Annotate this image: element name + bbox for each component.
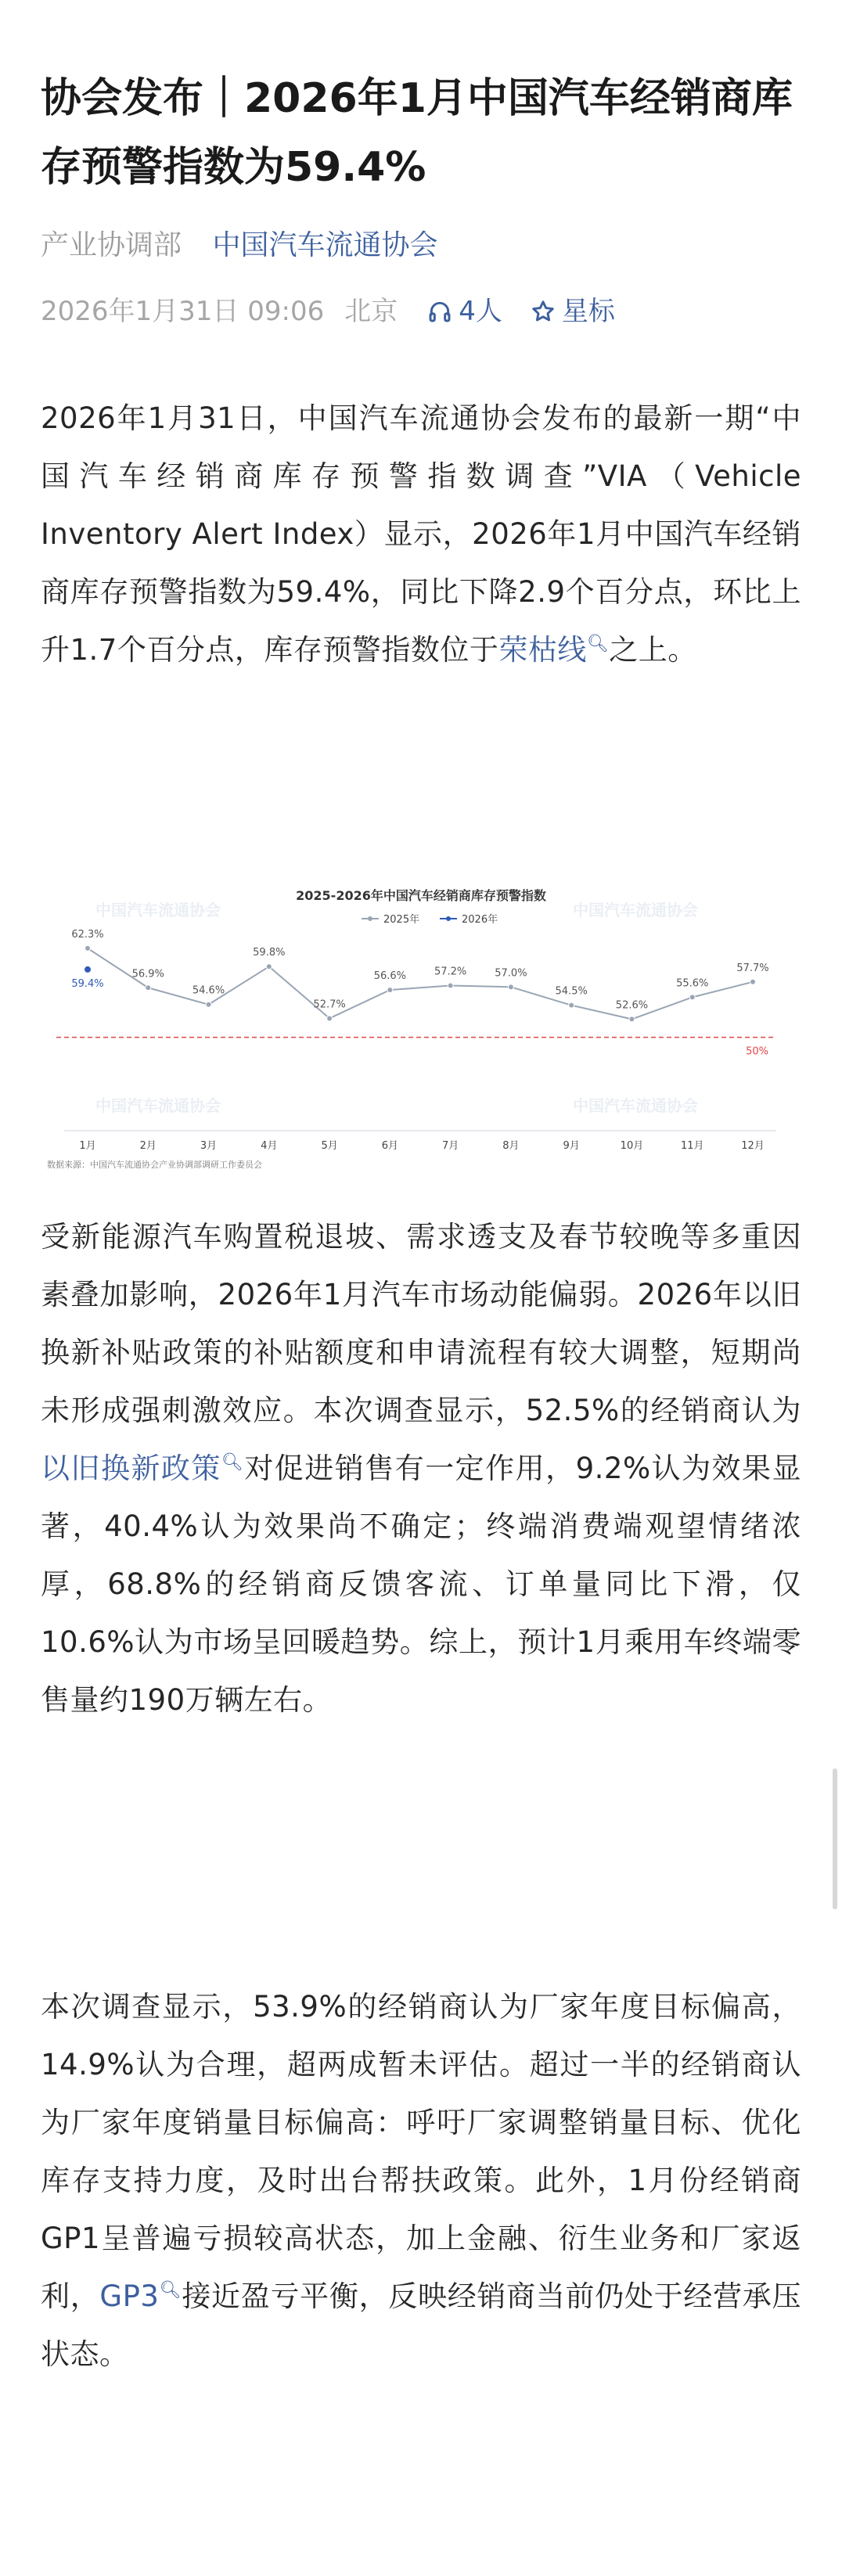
paragraph-3	[41, 1978, 801, 2384]
organization-link[interactable]: 中国汽车流通协会	[212, 229, 438, 261]
legend-marker	[368, 916, 372, 921]
x-tick-label: 5月	[321, 1140, 338, 1152]
data-point	[206, 1002, 211, 1007]
chart-legend	[362, 913, 498, 926]
data-label: 57.0%	[495, 967, 527, 980]
threshold-label: 50%	[746, 1045, 768, 1058]
link-text: 以旧换新政策	[41, 1452, 221, 1485]
watermark-text: 中国汽车流通协会	[95, 1096, 221, 1115]
search-icon: 🔍︎	[159, 2280, 182, 2301]
data-point	[146, 985, 151, 991]
paragraph-1	[41, 390, 801, 679]
data-point	[85, 966, 92, 973]
headphones-icon	[427, 299, 452, 324]
data-point	[689, 995, 695, 1000]
data-label: 57.2%	[434, 966, 467, 978]
star-bookmark-button[interactable]	[531, 290, 615, 333]
x-tick-label: 2月	[139, 1140, 157, 1152]
data-point	[750, 979, 756, 984]
data-label: 59.4%	[71, 977, 104, 990]
paragraph-2	[41, 1208, 801, 1729]
data-label: 52.7%	[313, 998, 346, 1011]
x-axis	[64, 1131, 776, 1152]
chart-source: 数据来源：中国汽车流通协会产业协调部调研工作委员会	[47, 1160, 262, 1170]
paragraph-text: 接近盈亏平衡，反映经销商当前仍处于经营承压状态。	[41, 2279, 802, 2371]
x-tick-label: 1月	[79, 1140, 96, 1152]
paragraph-text: 2026年1月31日，中国汽车流通协会发布的最新一期“中国汽车经销商库存预警指数调查”VIA（Vehicle Inventory Alert Index）显示，2026年1月中国汽车经销商库存预警指数为59.4%，同比下降2.9个百分点，环比上升1.7个百分点，库存预警指数位于	[41, 401, 801, 667]
x-tick-label: 9月	[563, 1140, 580, 1152]
listen-button[interactable]	[427, 290, 502, 333]
x-tick-label: 10月	[620, 1140, 644, 1152]
data-label: 55.6%	[676, 977, 709, 990]
legend-label: 2025年	[383, 914, 420, 926]
paragraph-text: 本次调查显示，53.9%的经销商认为厂家年度目标偏高，14.9%认为合理，超两成暂未评估。超过一半的经销商认为厂家年度销量目标偏高：呼吁厂家调整销量目标、优化库存支持力度，及时出台帮扶政策。此外，1月份经销商GP1呈普遍亏损较高状态，加上金融、衍生业务和厂家返利，	[41, 1990, 801, 2313]
data-point	[85, 945, 91, 951]
x-tick-label: 6月	[381, 1140, 399, 1152]
publish-location: 北京	[344, 296, 398, 327]
data-point	[569, 1002, 574, 1008]
listener-count: 4人	[459, 296, 502, 327]
threshold-line	[56, 1038, 776, 1058]
paragraph-text: 受新能源汽车购置税退坡、需求透支及春节较晚等多重因素叠加影响，2026年1月汽车市场动能偏弱。2026年以旧换新补贴政策的补贴额度和申请流程有较大调整，短期尚未形成强刺激效应。本次调查显示，52.5%的经销商认为	[41, 1220, 801, 1427]
watermark-text: 中国汽车流通协会	[573, 1096, 698, 1115]
author-line	[41, 224, 437, 268]
link-text: GP3	[99, 2279, 160, 2313]
inventory-index-chart	[41, 861, 801, 1174]
data-label: 62.3%	[71, 928, 104, 941]
chart-watermarks	[95, 901, 698, 1115]
link-trade-in-policy[interactable]	[41, 1452, 244, 1485]
star-icon	[531, 299, 556, 324]
data-label: 52.6%	[615, 999, 649, 1012]
data-label: 54.5%	[555, 985, 588, 998]
data-point	[387, 988, 393, 993]
scrollbar[interactable]	[833, 1768, 837, 1909]
legend-label: 2026年	[462, 914, 498, 926]
data-label: 56.6%	[373, 970, 407, 983]
publish-info	[41, 290, 615, 333]
publish-datetime: 2026年1月31日 09:06	[41, 296, 325, 327]
legend-marker	[446, 916, 451, 921]
data-label: 57.7%	[736, 962, 769, 974]
search-icon: 🔍︎	[221, 1452, 245, 1473]
data-point	[327, 1016, 333, 1021]
data-point	[508, 984, 513, 990]
data-label: 56.9%	[131, 968, 164, 980]
data-point	[266, 964, 272, 970]
paragraph-text: 对促进销售有一定作用，9.2%认为效果显著，40.4%认为效果尚不确定；终端消费端观望情绪浓厚，68.8%的经销商反馈客流、订单量同比下滑，仅10.6%认为市场呈回暖趋势。综上，预计1月乘用车终端零售量约190万辆左右。	[41, 1452, 802, 1717]
x-tick-label: 12月	[741, 1140, 765, 1152]
paragraph-text: 之上。	[609, 633, 697, 667]
data-point	[448, 983, 453, 988]
series-line-2025年	[88, 948, 753, 1020]
data-label: 59.8%	[253, 947, 286, 959]
x-tick-label: 11月	[680, 1140, 704, 1152]
x-tick-label: 7月	[441, 1140, 459, 1152]
data-point	[629, 1016, 635, 1022]
x-tick-label: 3月	[200, 1140, 218, 1152]
watermark-text: 中国汽车流通协会	[573, 901, 698, 919]
link-rongkuxian[interactable]	[498, 633, 609, 667]
x-tick-label: 4月	[261, 1140, 278, 1152]
link-gp3[interactable]	[99, 2279, 182, 2313]
page-title: 协会发布｜2026年1月中国汽车经销商库存预警指数为59.4%	[41, 75, 793, 191]
chart-title: 2025-2026年中国汽车经销商库存预警指数	[296, 888, 546, 903]
link-text: 荣枯线	[498, 633, 587, 667]
x-tick-label: 8月	[502, 1140, 520, 1152]
search-icon: 🔍︎	[586, 634, 610, 654]
department-label: 产业协调部	[41, 229, 182, 261]
bookmark-label: 星标	[561, 296, 615, 327]
data-label: 54.6%	[192, 984, 225, 997]
chart-series	[71, 929, 768, 1022]
watermark-text: 中国汽车流通协会	[95, 901, 221, 919]
